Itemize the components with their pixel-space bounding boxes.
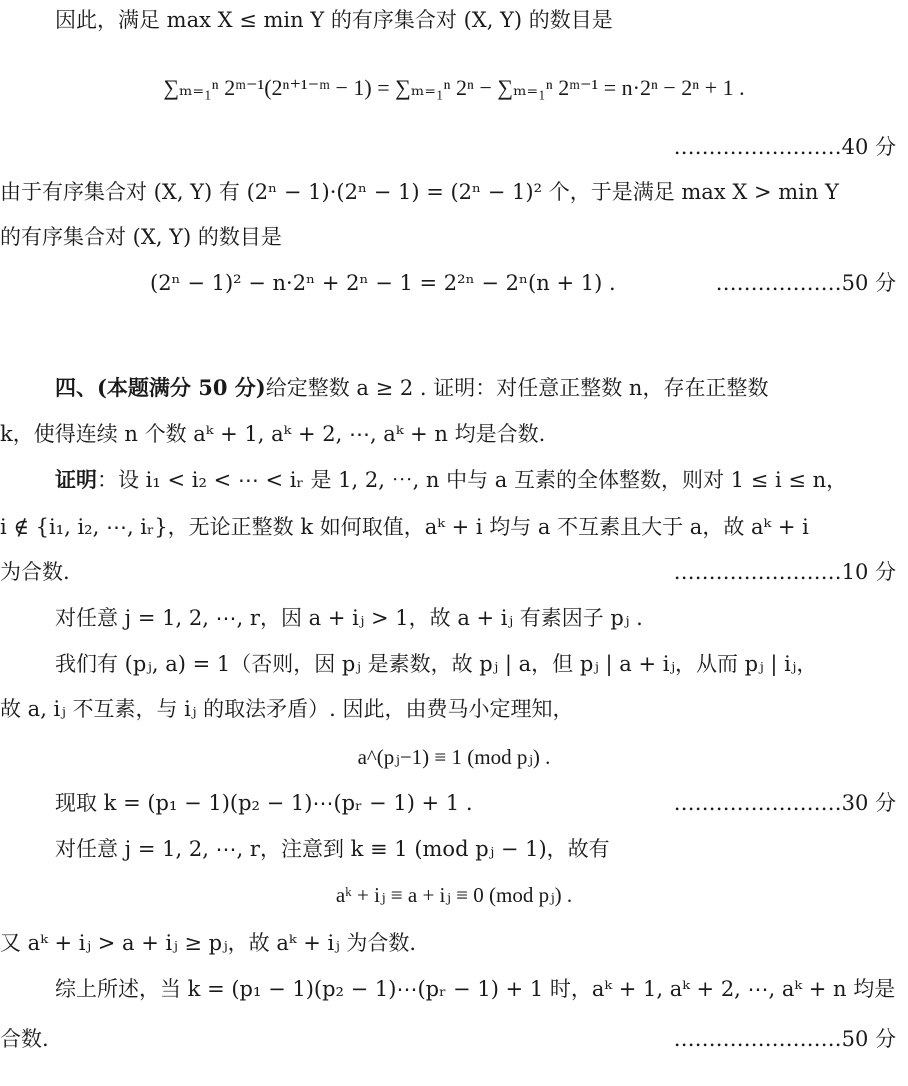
proof-text: ：设 i₁ < i₂ < ⋯ < iᵣ 是 1, 2, ⋯, n 中与 a 互素的全体整数，则对 1 ≤ i ≤ n， <box>97 468 848 492</box>
text-line: 的有序集合对 (X, Y) 的数目是 <box>0 225 282 249</box>
equation-congruence: aᵏ + iⱼ ≡ a + iⱼ ≡ 0 (mod pⱼ) . <box>335 883 573 907</box>
proof-start <box>55 465 908 495</box>
text-line: 对任意 j = 1, 2, ⋯, r，注意到 k ≡ 1 (mod pⱼ − 1)，故有 <box>55 837 610 861</box>
problem-heading: 四、(本题满分 50 分) <box>55 375 266 400</box>
score-mark: ……………………10 分 <box>673 560 896 584</box>
problem-statement <box>55 373 908 403</box>
text-line: i ∉ {i₁, i₂, ⋯, iᵣ}，无论正整数 k 如何取值，aᵏ + i 均与 a 不互素且大于 a，故 aᵏ + i <box>0 515 809 539</box>
text-line: 现取 k = (p₁ − 1)(p₂ − 1)⋯(pᵣ − 1) + 1 . <box>55 791 473 815</box>
text-line: 又 aᵏ + iⱼ > a + iⱼ ≥ pⱼ，故 aᵏ + iⱼ 为合数. <box>0 931 417 955</box>
problem-text: 给定整数 a ≥ 2 . 证明：对任意正整数 n，存在正整数 <box>265 376 769 400</box>
text-line: 为合数. <box>0 560 70 584</box>
score-mark: ……………………40 分 <box>673 135 896 159</box>
text-line: k，使得连续 n 个数 aᵏ + 1, aᵏ + 2, ⋯, aᵏ + n 均是合数. <box>0 422 546 446</box>
equation-fermat: a^(pⱼ−1) ≡ 1 (mod pⱼ) . <box>357 745 551 769</box>
text-line: 综上所述，当 k = (p₁ − 1)(p₂ − 1)⋯(pᵣ − 1) + 1 时，aᵏ + 1, aᵏ + 2, ⋯, aᵏ + n 均是 <box>55 977 896 1001</box>
text-line: 对任意 j = 1, 2, ⋯, r，因 a + iⱼ > 1，故 a + iⱼ 有素因子 pⱼ . <box>55 606 643 630</box>
text-line: 合数. <box>0 1027 49 1051</box>
equation-count: (2ⁿ − 1)² − n·2ⁿ + 2ⁿ − 1 = 2²ⁿ − 2ⁿ(n + 1) . <box>150 271 616 295</box>
text-line: 我们有 (pⱼ, a) = 1（否则，因 pⱼ 是素数，故 pⱼ | a，但 pⱼ | a + iⱼ，从而 pⱼ | iⱼ， <box>55 652 818 676</box>
proof-label: 证明 <box>55 467 97 492</box>
text-line: 由于有序集合对 (X, Y) 有 (2ⁿ − 1)·(2ⁿ − 1) = (2ⁿ − 1)² 个，于是满足 max X > min Y <box>0 180 839 204</box>
score-mark: ……………………50 分 <box>673 1027 896 1051</box>
score-mark: ………………50 分 <box>715 271 896 295</box>
text-line: 因此，满足 max X ≤ min Y 的有序集合对 (X, Y) 的数目是 <box>55 8 613 32</box>
text-line: 故 a, iⱼ 不互素，与 iⱼ 的取法矛盾）. 因此，由费马小定理知， <box>0 697 574 721</box>
equation-sum: ∑ₘ₌₁ⁿ 2ᵐ⁻¹(2ⁿ⁺¹⁻ᵐ − 1) = ∑ₘ₌₁ⁿ 2ⁿ − ∑ₘ₌₁ⁿ 2ᵐ⁻¹ = n·2ⁿ − 2ⁿ + 1 . <box>163 75 745 100</box>
score-mark: ……………………30 分 <box>673 791 896 815</box>
